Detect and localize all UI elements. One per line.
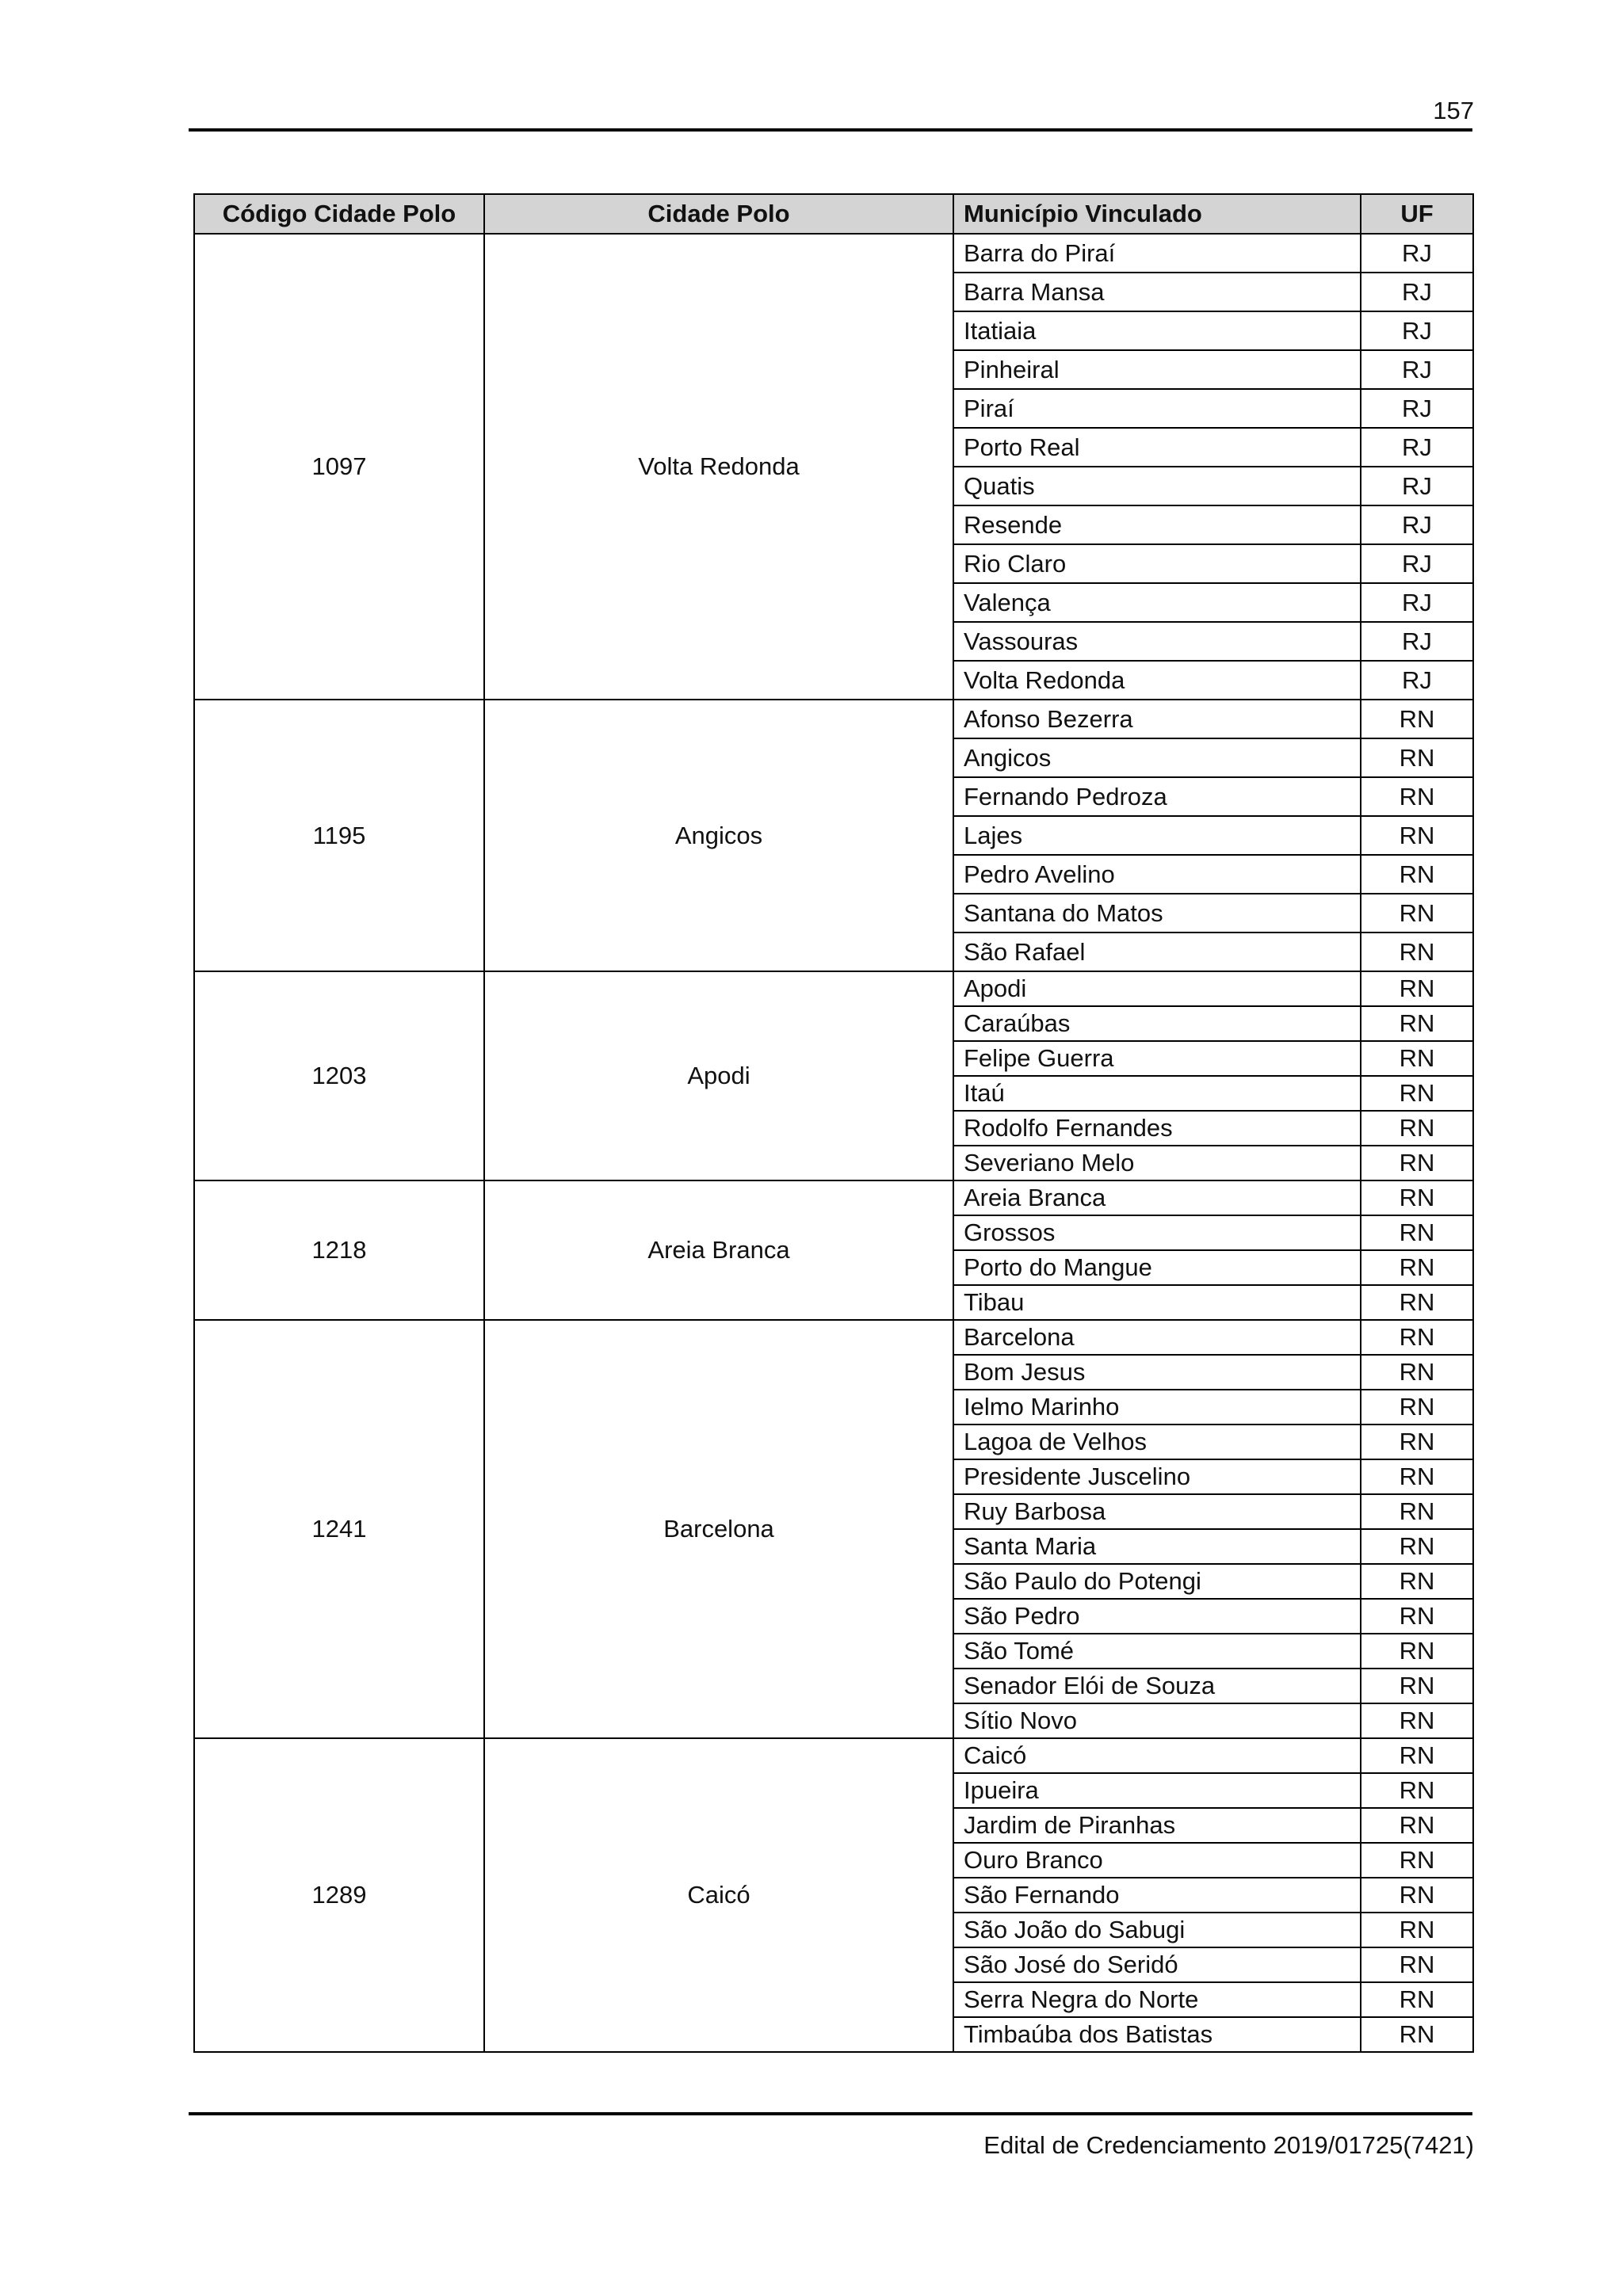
uf-cell: RJ: [1361, 234, 1473, 273]
uf-cell: RN: [1361, 855, 1473, 894]
header-cidade-polo: Cidade Polo: [484, 194, 953, 234]
uf-cell: RN: [1361, 1459, 1473, 1494]
municipio-cell: Areia Branca: [953, 1180, 1361, 1215]
municipio-cell: Fernando Pedroza: [953, 777, 1361, 816]
uf-cell: RN: [1361, 1076, 1473, 1111]
municipio-cell: Ielmo Marinho: [953, 1390, 1361, 1425]
uf-cell: RN: [1361, 1529, 1473, 1564]
polo-city-cell: Volta Redonda: [484, 234, 953, 700]
municipio-cell: Santa Maria: [953, 1529, 1361, 1564]
uf-cell: RN: [1361, 1250, 1473, 1285]
municipio-cell: Caicó: [953, 1738, 1361, 1773]
uf-cell: RN: [1361, 1913, 1473, 1947]
uf-cell: RN: [1361, 1494, 1473, 1529]
polo-table: [193, 193, 1474, 2053]
table-row: [194, 234, 1473, 273]
uf-cell: RN: [1361, 1355, 1473, 1390]
page-number: 157: [1433, 97, 1474, 124]
uf-cell: RN: [1361, 933, 1473, 971]
polo-city-cell: Areia Branca: [484, 1180, 953, 1320]
uf-cell: RJ: [1361, 467, 1473, 505]
uf-cell: RN: [1361, 1878, 1473, 1913]
municipio-cell: São Paulo do Potengi: [953, 1564, 1361, 1599]
municipio-cell: São Tomé: [953, 1634, 1361, 1669]
municipio-cell: São José do Seridó: [953, 1947, 1361, 1982]
table-row: [194, 700, 1473, 738]
municipio-cell: Ruy Barbosa: [953, 1494, 1361, 1529]
municipio-cell: Barcelona: [953, 1320, 1361, 1355]
uf-cell: RN: [1361, 1320, 1473, 1355]
municipio-cell: Resende: [953, 505, 1361, 544]
uf-cell: RN: [1361, 1843, 1473, 1878]
municipio-cell: Barra do Piraí: [953, 234, 1361, 273]
municipio-cell: Rodolfo Fernandes: [953, 1111, 1361, 1146]
uf-cell: RN: [1361, 1425, 1473, 1459]
municipio-cell: Ouro Branco: [953, 1843, 1361, 1878]
municipio-cell: Serra Negra do Norte: [953, 1982, 1361, 2017]
uf-cell: RJ: [1361, 311, 1473, 350]
municipio-cell: Sítio Novo: [953, 1703, 1361, 1738]
table-body: [194, 234, 1473, 2052]
municipio-cell: Lagoa de Velhos: [953, 1425, 1361, 1459]
municipio-cell: Itaú: [953, 1076, 1361, 1111]
uf-cell: RJ: [1361, 661, 1473, 700]
polo-code-cell: 1203: [194, 971, 484, 1180]
uf-cell: RN: [1361, 1599, 1473, 1634]
municipio-cell: Quatis: [953, 467, 1361, 505]
municipio-cell: São Pedro: [953, 1599, 1361, 1634]
municipio-cell: Ipueira: [953, 1773, 1361, 1808]
polo-city-cell: Angicos: [484, 700, 953, 971]
municipio-cell: Jardim de Piranhas: [953, 1808, 1361, 1843]
polo-code-cell: 1195: [194, 700, 484, 971]
table-row: [194, 1320, 1473, 1355]
municipio-cell: Lajes: [953, 816, 1361, 855]
uf-cell: RJ: [1361, 622, 1473, 661]
uf-cell: RN: [1361, 1808, 1473, 1843]
uf-cell: RJ: [1361, 544, 1473, 583]
header-municipio-vinculado: Município Vinculado: [953, 194, 1361, 234]
uf-cell: RJ: [1361, 505, 1473, 544]
municipio-cell: Severiano Melo: [953, 1146, 1361, 1180]
municipio-cell: Piraí: [953, 389, 1361, 428]
municipio-cell: Tibau: [953, 1285, 1361, 1320]
uf-cell: RN: [1361, 1180, 1473, 1215]
polo-city-cell: Caicó: [484, 1738, 953, 2052]
table-header-row: [194, 194, 1473, 234]
uf-cell: RN: [1361, 1285, 1473, 1320]
table-row: [194, 1180, 1473, 1215]
municipio-cell: São Fernando: [953, 1878, 1361, 1913]
polo-city-cell: Barcelona: [484, 1320, 953, 1738]
uf-cell: RN: [1361, 1669, 1473, 1703]
municipio-cell: Valença: [953, 583, 1361, 622]
municipio-cell: Pinheiral: [953, 350, 1361, 389]
uf-cell: RN: [1361, 1564, 1473, 1599]
polo-code-cell: 1097: [194, 234, 484, 700]
uf-cell: RN: [1361, 777, 1473, 816]
uf-cell: RN: [1361, 1215, 1473, 1250]
municipio-cell: Timbaúba dos Batistas: [953, 2017, 1361, 2052]
municipio-cell: Presidente Juscelino: [953, 1459, 1361, 1494]
municipio-cell: Itatiaia: [953, 311, 1361, 350]
uf-cell: RJ: [1361, 389, 1473, 428]
municipio-cell: São João do Sabugi: [953, 1913, 1361, 1947]
municipio-cell: Bom Jesus: [953, 1355, 1361, 1390]
municipio-cell: Volta Redonda: [953, 661, 1361, 700]
header-codigo-cidade-polo: Código Cidade Polo: [194, 194, 484, 234]
table-row: [194, 1738, 1473, 1773]
municipio-cell: Apodi: [953, 971, 1361, 1006]
uf-cell: RN: [1361, 1146, 1473, 1180]
uf-cell: RN: [1361, 1390, 1473, 1425]
uf-cell: RN: [1361, 1738, 1473, 1773]
polo-code-cell: 1218: [194, 1180, 484, 1320]
uf-cell: RN: [1361, 1634, 1473, 1669]
uf-cell: RJ: [1361, 428, 1473, 467]
municipio-cell: Grossos: [953, 1215, 1361, 1250]
table-row: [194, 971, 1473, 1006]
municipio-cell: Felipe Guerra: [953, 1041, 1361, 1076]
polo-code-cell: 1289: [194, 1738, 484, 2052]
municipio-cell: Afonso Bezerra: [953, 700, 1361, 738]
uf-cell: RN: [1361, 1773, 1473, 1808]
uf-cell: RN: [1361, 894, 1473, 933]
uf-cell: RJ: [1361, 273, 1473, 311]
municipio-cell: Senador Elói de Souza: [953, 1669, 1361, 1703]
municipio-cell: Rio Claro: [953, 544, 1361, 583]
polo-code-cell: 1241: [194, 1320, 484, 1738]
uf-cell: RJ: [1361, 350, 1473, 389]
municipio-cell: Santana do Matos: [953, 894, 1361, 933]
municipio-cell: Pedro Avelino: [953, 855, 1361, 894]
polo-city-cell: Apodi: [484, 971, 953, 1180]
uf-cell: RN: [1361, 1982, 1473, 2017]
uf-cell: RJ: [1361, 583, 1473, 622]
uf-cell: RN: [1361, 1006, 1473, 1041]
footer-text: Edital de Credenciamento 2019/01725(7421): [983, 2131, 1474, 2159]
municipio-cell: Vassouras: [953, 622, 1361, 661]
municipio-cell: Porto do Mangue: [953, 1250, 1361, 1285]
uf-cell: RN: [1361, 700, 1473, 738]
uf-cell: RN: [1361, 2017, 1473, 2052]
uf-cell: RN: [1361, 1703, 1473, 1738]
uf-cell: RN: [1361, 1041, 1473, 1076]
municipio-cell: Barra Mansa: [953, 273, 1361, 311]
municipio-cell: Caraúbas: [953, 1006, 1361, 1041]
uf-cell: RN: [1361, 816, 1473, 855]
uf-cell: RN: [1361, 971, 1473, 1006]
uf-cell: RN: [1361, 1947, 1473, 1982]
uf-cell: RN: [1361, 1111, 1473, 1146]
municipio-cell: Angicos: [953, 738, 1361, 777]
header-uf: UF: [1361, 194, 1473, 234]
uf-cell: RN: [1361, 738, 1473, 777]
header-rule: [189, 128, 1472, 132]
municipio-cell: Porto Real: [953, 428, 1361, 467]
municipio-cell: São Rafael: [953, 933, 1361, 971]
footer-rule: [189, 2112, 1472, 2115]
